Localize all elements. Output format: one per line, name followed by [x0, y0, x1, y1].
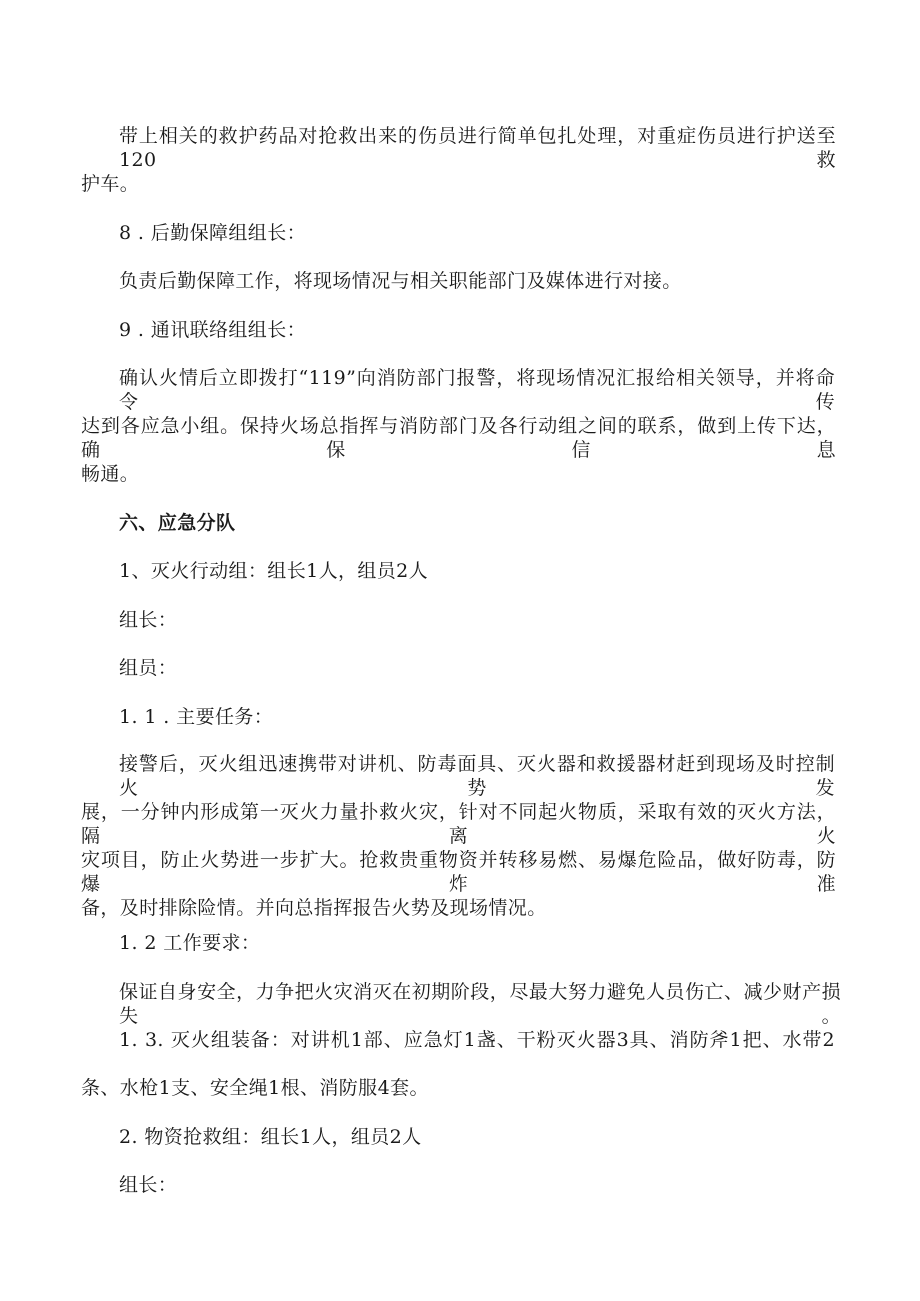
paragraph-medical-care-end: 护车。 [81, 173, 140, 195]
heading-firefighting-team: 1、灭火行动组：组长1人，组员2人 [119, 560, 429, 582]
paragraph-tasks-end: 备，及时排除险情。并向总指挥报告火势及现场情况。 [81, 897, 547, 919]
paragraph-tasks-line-3: 灾项目，防止火势进一步扩大。抢救贵重物资并转移易燃、易爆危险品，做好防毒，防爆炸准 [81, 849, 836, 895]
heading-main-tasks: 1. 1 . 主要任务： [119, 706, 274, 728]
paragraph-work-requirements: 保证自身安全，力争把火灾消灭在初期阶段，尽最大努力避免人员伤亡、减少财产损失。 [119, 981, 841, 1027]
paragraph-communication-line-2: 达到各应急小组。保持火场总指挥与消防部门及各行动组之间的联系，做到上传下达，确保信息 [81, 415, 836, 461]
label-supply-team-leader: 组长： [119, 1174, 178, 1196]
label-team-leader: 组长： [119, 609, 178, 631]
heading-logistics-leader: 8 . 后勤保障组组长： [119, 222, 307, 244]
label-team-members: 组员： [119, 657, 178, 679]
heading-work-requirements: 1. 2 工作要求： [119, 932, 261, 954]
section-heading-emergency-teams: 六、应急分队 [119, 512, 236, 534]
paragraph-equipment-end: 条、水枪1支、安全绳1根、消防服4套。 [81, 1077, 429, 1099]
paragraph-communication-end: 畅通。 [81, 463, 140, 485]
paragraph-tasks-line-2: 展，一分钟内形成第一灭火力量扑救火灾，针对不同起火物质，采取有效的灭火方法，隔离火 [81, 801, 836, 847]
paragraph-tasks-line-1: 接警后，灭火组迅速携带对讲机、防毒面具、灭火器和救援器材赶到现场及时控制火势发 [119, 753, 835, 799]
paragraph-communication-line-1: 确认火情后立即拨打“119”向消防部门报警，将现场情况汇报给相关领导，并将命令传 [119, 367, 835, 413]
paragraph-medical-care-line: 带上相关的救护药品对抢救出来的伤员进行简单包扎处理，对重症伤员进行护送至120救 [119, 125, 836, 171]
paragraph-equipment-line-1: 1. 3. 灭火组装备：对讲机1部、应急灯1盏、干粉灭火器3具、消防斧1把、水带2 [119, 1029, 835, 1051]
heading-supply-rescue-team: 2. 物资抢救组：组长1人，组员2人 [119, 1126, 422, 1148]
heading-communication-leader: 9 . 通讯联络组组长： [119, 319, 307, 341]
paragraph-logistics-duty: 负责后勤保障工作，将现场情况与相关职能部门及媒体进行对接。 [119, 270, 682, 292]
